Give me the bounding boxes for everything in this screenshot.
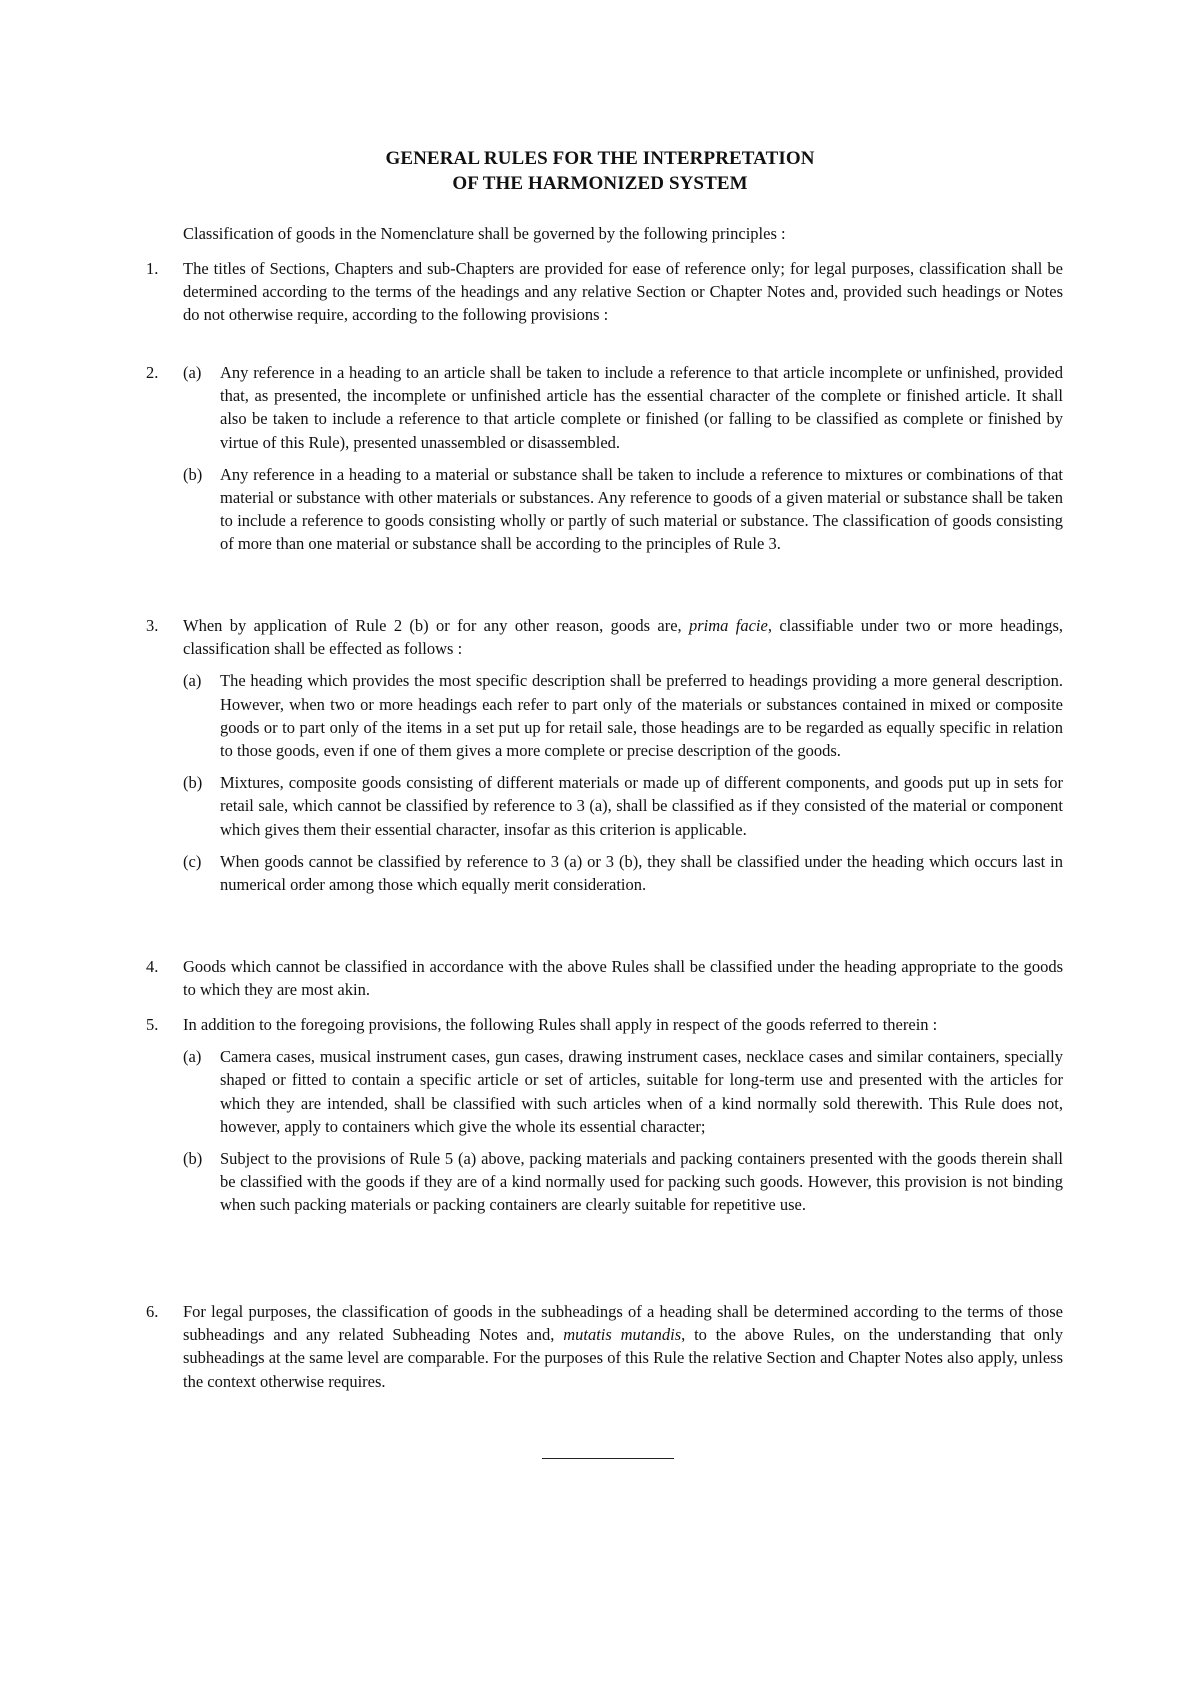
rule-3-lead: [183, 614, 1063, 660]
rule-number: 4.: [146, 957, 159, 976]
sub-label: (a): [183, 1047, 202, 1067]
rule-4-text: Goods which cannot be classified in accordance with the above Rules shall be classified under the heading appropriate to the goods to which they are most akin.: [183, 957, 1063, 1000]
rule-number: 2.: [146, 363, 159, 382]
rule-number: 5.: [146, 1015, 159, 1034]
rule-4: [146, 955, 1063, 1001]
rule-3: [146, 614, 1063, 896]
rule-3b-text: Mixtures, composite goods consisting of different materials or made up of different components, and goods put up in sets for retail sale, which cannot be classified by reference to 3 (a), shall be classified as if they consisted of the material or component which gives them their essential character, insofar as this criterion is applicable.: [220, 773, 1063, 839]
rule-2a-text: Any reference in a heading to an article shall be taken to include a reference to that article incomplete or unfinished, provided that, as presented, the incomplete or unfinished article has the essential character of the complete or finished article. It shall also be taken to include a reference to that article complete or finished (or falling to be classified as complete or finished by virtue of this Rule), presented unassembled or disassembled.: [220, 363, 1063, 452]
rule-3-lead-italic: prima facie: [689, 616, 768, 635]
document-title-line-1: GENERAL RULES FOR THE INTERPRETATION: [385, 148, 815, 169]
rule-2a: [183, 361, 1063, 454]
rule-1-text: The titles of Sections, Chapters and sub-Chapters are provided for ease of reference only; for legal purposes, classification shall be determined according to the terms of the headings and any relative Section or Chapter Notes and, provided such headings or Notes do not otherwise require, according to the following provisions :: [183, 259, 1063, 325]
sub-label: (b): [183, 1149, 203, 1169]
rule-5a-text: Camera cases, musical instrument cases, gun cases, drawing instrument cases, necklace cases and similar containers, specially shaped or fitted to contain a specific article or set of articles, suitable for long-term use and presented with the articles for which they are intended, shall be classified with such articles when of a kind normally sold therewith. This Rule does not, however, apply to containers which give the whole its essential character;: [220, 1047, 1063, 1136]
rule-5b: [183, 1147, 1063, 1217]
intro-paragraph: Classification of goods in the Nomenclature shall be governed by the following principles :: [183, 224, 786, 243]
rule-6-text-part: For legal purposes, the classification of goods in the subheadings of a heading shall be determined according to the terms of those subheadings and any related Subheading Notes and,: [183, 1302, 1063, 1345]
rule-3a-text: The heading which provides the most specific description shall be preferred to headings providing a more general description. However, when two or more headings each refer to part only of the materials or substances contained in mixed or composite goods or to part only of the items in a set put up for retail sale, those headings are to be regarded as equally specific in relation to those goods, even if one of them gives a more complete or precise description of the goods.: [220, 671, 1063, 761]
rule-5a: [183, 1045, 1063, 1138]
rule-1: [146, 257, 1063, 327]
rule-6: [146, 1300, 1063, 1393]
rule-3b: [183, 771, 1063, 841]
rule-3-lead-part: , classifiable under two or more headings, classification shall be effected as follows :: [183, 616, 1063, 659]
sub-label: (c): [183, 851, 202, 871]
rule-6-text: [183, 1300, 1063, 1393]
sub-label: (b): [183, 773, 203, 793]
rule-5-lead: In addition to the foregoing provisions, the following Rules shall apply in respect of the goods referred to therein :: [183, 1015, 938, 1034]
sub-label: (a): [183, 363, 202, 382]
rule-3c: [183, 850, 1063, 896]
rule-2b: [183, 463, 1063, 556]
rule-2b-text: Any reference in a heading to a material or substance shall be taken to include a reference to mixtures or combinations of that material or substance with other materials or substances. Any reference to goods of a given material or substance shall be taken to include a reference to goods consisting wholly or partly of such material or substance. The classification of goods consisting of more than one material or substance shall be according to the principles of Rule 3.: [220, 464, 1063, 554]
rule-3c-text: When goods cannot be classified by reference to 3 (a) or 3 (b), they shall be classified under the heading which occurs last in numerical order among those which equally merit consideration.: [220, 851, 1063, 895]
rule-5: [146, 1013, 1063, 1217]
rule-3-lead-part: When by application of Rule 2 (b) or for any other reason, goods are,: [183, 616, 689, 635]
rule-6-text-part: , to the above Rules, on the understanding that only subheadings at the same level are comparable. For the purposes of this Rule the relative Section and Chapter Notes also apply, unless the context otherwise requires.: [183, 1325, 1063, 1391]
rule-2: [146, 361, 1063, 556]
sub-label: (a): [183, 671, 202, 691]
sub-label: (b): [183, 464, 203, 484]
rule-number: 1.: [146, 259, 159, 278]
rule-3a: [183, 669, 1063, 762]
rule-6-text-italic: mutatis mutandis: [563, 1325, 682, 1345]
end-divider-line: [542, 1458, 674, 1459]
document-title-line-2: OF THE HARMONIZED SYSTEM: [452, 173, 748, 194]
rule-number: 3.: [146, 616, 159, 635]
rule-number: 6.: [146, 1302, 159, 1321]
rule-5b-text: Subject to the provisions of Rule 5 (a) above, packing materials and packing containers presented with the goods therein shall be classified with the goods if they are of a kind normally used for packing such goods. However, this provision is not binding when such packing materials or packing containers are clearly suitable for repetitive use.: [220, 1149, 1063, 1215]
